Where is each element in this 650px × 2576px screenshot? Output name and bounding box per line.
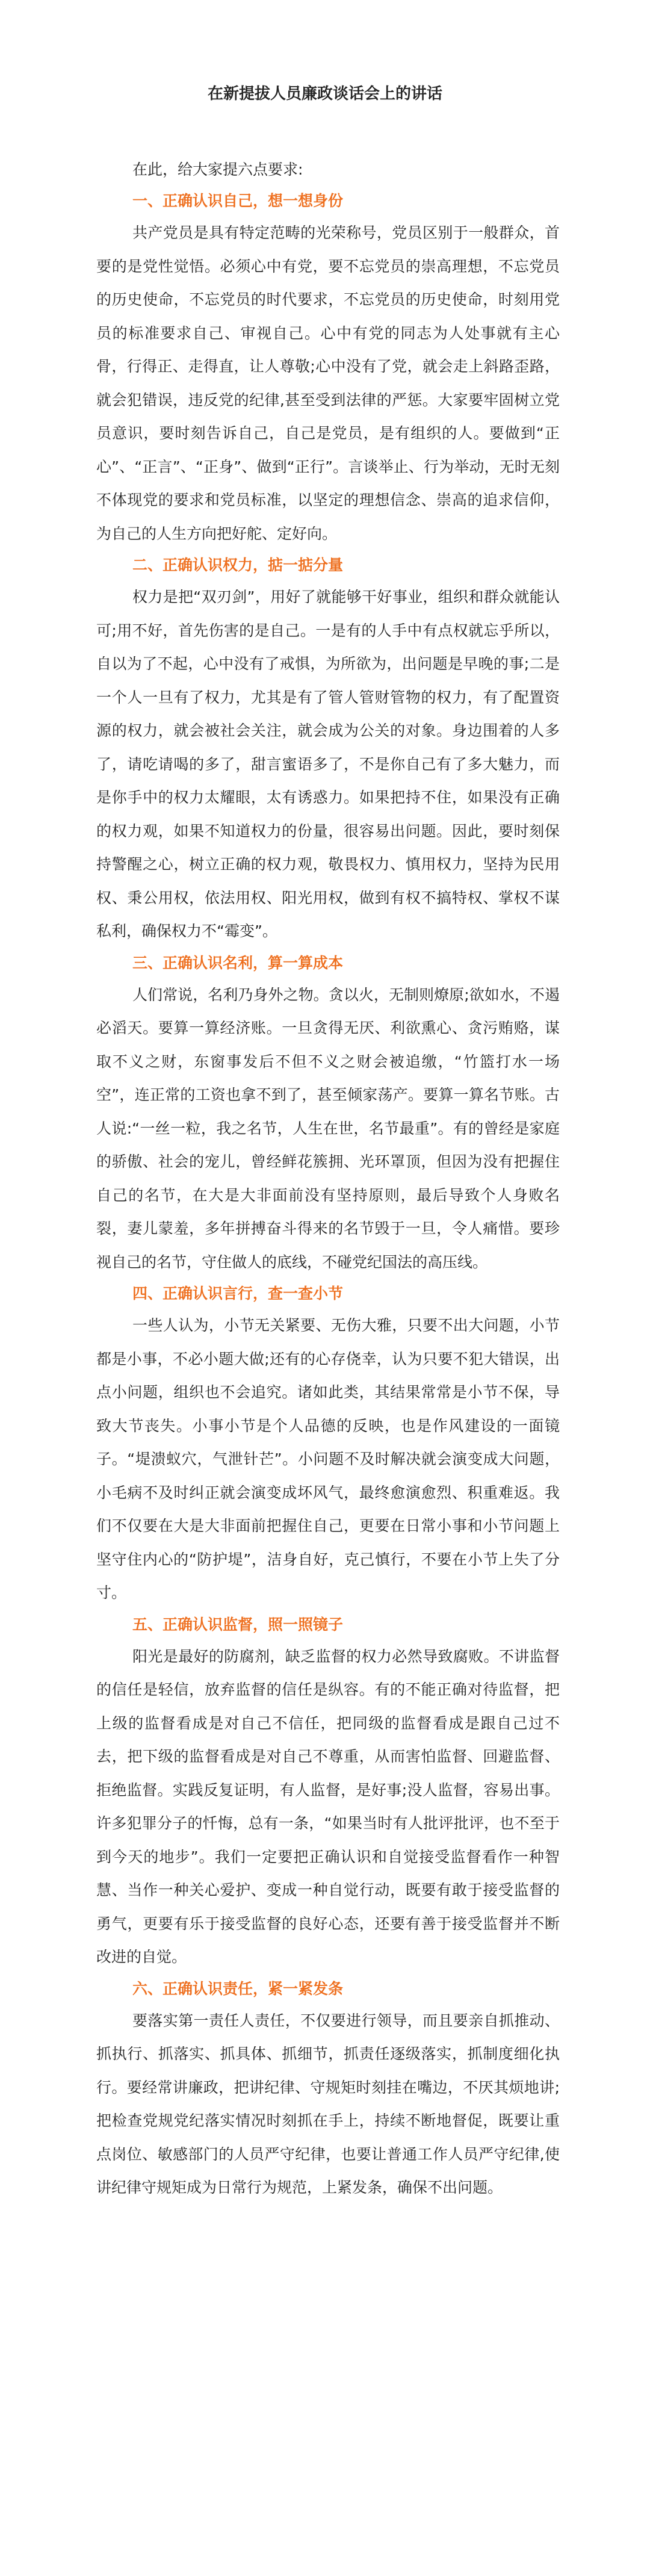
section-paragraph: 人们常说，名利乃身外之物。贪以火，无制则燎原;欲如水，不遏必滔天。要算一算经济账。一旦贪得无厌、利欲熏心、贪污贿赂，谋取不义之财，东窗事发后不但不义之财会被追缴，“竹篮打水一场空”，连正常的工资也拿不到了，甚至倾家荡产。要算一算名节账。古人说:“一丝一粒，我之名节，人生在世，名节最重”。有的曾经是家庭的骄傲、社会的宠儿，曾经鲜花簇拥、光环罩顶，但因为没有把握住自己的名节，在大是大非面前没有坚持原则，最后导致个人身败名裂，妻儿蒙羞，多年拼搏奋斗得来的名节毁于一旦，令人痛惜。要珍视自己的名节，守住做人的底线，不碰党纪国法的高压线。 bbox=[96, 985, 560, 1271]
section-paragraph: 阳光是最好的防腐剂，缺乏监督的权力必然导致腐败。不讲监督的信任是轻信，放弃监督的信任是纵容。有的不能正确对待监督，把上级的监督看成是对自己不信任，把同级的监督看成是跟自己过不去，把下级的监督看成是对自己不尊重，从而害怕监督、回避监督、拒绝监督。实践反复证明，有人监督，是好事;没人监督，容易出事。许多犯罪分子的忏悔，总有一条，“如果当时有人批评批评，也不至于到今天的地步”。我们一定要把正确认识和自觉接受监督看作一种智慧、当作一种关心爱护、变成一种自觉行动，既要有敢于接受监督的勇气，更要有乐于接受监督的良好心态，还要有善于接受监督并不断改进的自觉。 bbox=[96, 1647, 560, 1966]
section-heading: 一、正确认识自己，想一想身份 bbox=[132, 192, 344, 209]
section-heading: 三、正确认识名利，算一算成本 bbox=[132, 954, 344, 972]
section-3 bbox=[96, 948, 560, 1279]
section-paragraph: 要落实第一责任人责任，不仅要进行领导，而且要亲自抓推动、抓执行、抓落实、抓具体、抓细节，抓责任逐级落实，抓制度细化执行。要经常讲廉政，把讲纪律、守规矩时刻挂在嘴边，不厌其烦地讲;把检查党规党纪落实情况时刻抓在手上，持续不断地督促，既要让重点岗位、敏感部门的人员严守纪律，也要让普通工作人员严守纪律,使讲纪律守规矩成为日常行为规范，上紧发条，确保不出问题。 bbox=[96, 2011, 560, 2196]
section-heading: 六、正确认识责任，紧一紧发条 bbox=[132, 1979, 344, 1997]
section-paragraph: 一些人认为，小节无关紧要、无伤大雅，只要不出大问题，小节都是小事，不必小题大做;还有的心存侥幸，认为只要不犯大错误，出点小问题，组织也不会追究。诸如此类，其结果常常是小节不保，导致大节丧失。小事小节是个人品德的反映，也是作风建设的一面镜子。“堤溃蚁穴，气泄针芒”。小问题不及时解决就会演变成大问题，小毛病不及时纠正就会演变成坏风气，最终愈演愈烈、积重难返。我们不仅要在大是大非面前把握住自己，更要在日常小事和小节问题上坚守住内心的“防护堤”，洁身自好，克己慎行，不要在小节上失了分寸。 bbox=[96, 1317, 560, 1601]
section-5 bbox=[96, 1610, 560, 1974]
section-paragraph: 权力是把“双刃剑”，用好了就能够干好事业，组织和群众就能认可;用不好，首先伤害的是自己。一是有的人手中有点权就忘乎所以，自以为了不起，心中没有了戒惧，为所欲为，出问题是早晚的事;二是一个人一旦有了权力，尤其是有了管人管财管物的权力，有了配置资源的权力，就会被社会关注，就会成为公关的对象。身边围着的人多了，请吃请喝的多了，甜言蜜语多了，不是你自己有了多大魅力，而是你手中的权力太耀眼，太有诱惑力。如果把持不住，如果没有正确的权力观，如果不知道权力的份量，很容易出问题。因此，要时刻保持警醒之心，树立正确的权力观，敬畏权力、慎用权力，坚持为民用权、秉公用权，依法用权、阳光用权，做到有权不搞特权、掌权不谋私利，确保权力不“霉变”。 bbox=[96, 588, 560, 940]
section-heading: 四、正确认识言行，查一查小节 bbox=[132, 1285, 344, 1302]
document-title: 在新提拔人员廉政谈话会上的讲话 bbox=[207, 85, 442, 103]
section-4 bbox=[96, 1279, 560, 1610]
section-heading: 二、正确认识权力，掂一掂分量 bbox=[132, 556, 344, 574]
intro-text: 在此，给大家提六点要求: bbox=[132, 161, 303, 178]
document-body bbox=[96, 154, 560, 2205]
section-6 bbox=[96, 1974, 560, 2205]
section-1 bbox=[96, 186, 560, 550]
section-heading: 五、正确认识监督，照一照镜子 bbox=[132, 1615, 344, 1633]
section-2 bbox=[96, 550, 560, 948]
section-paragraph: 共产党员是具有特定范畴的光荣称号，党员区别于一般群众，首要的是党性觉悟。必须心中有党，要不忘党员的崇高理想，不忘党员的历史使命，不忘党员的时代要求，不忘党员的历史使命，时刻用党员的标准要求自己、审视自己。心中有党的同志为人处事就有主心骨，行得正、走得直，让人尊敬;心中没有了党，就会走上斜路歪路，就会犯错误，违反党的纪律,甚至受到法律的严惩。大家要牢固树立党员意识，要时刻告诉自己，自己是党员，是有组织的人。要做到“正心”、“正言”、“正身”、做到“正行”。言谈举止、行为举动，无时无刻不体现党的要求和党员标准，以坚定的理想信念、崇高的追求信仰，为自己的人生方向把好舵、定好向。 bbox=[96, 224, 560, 542]
